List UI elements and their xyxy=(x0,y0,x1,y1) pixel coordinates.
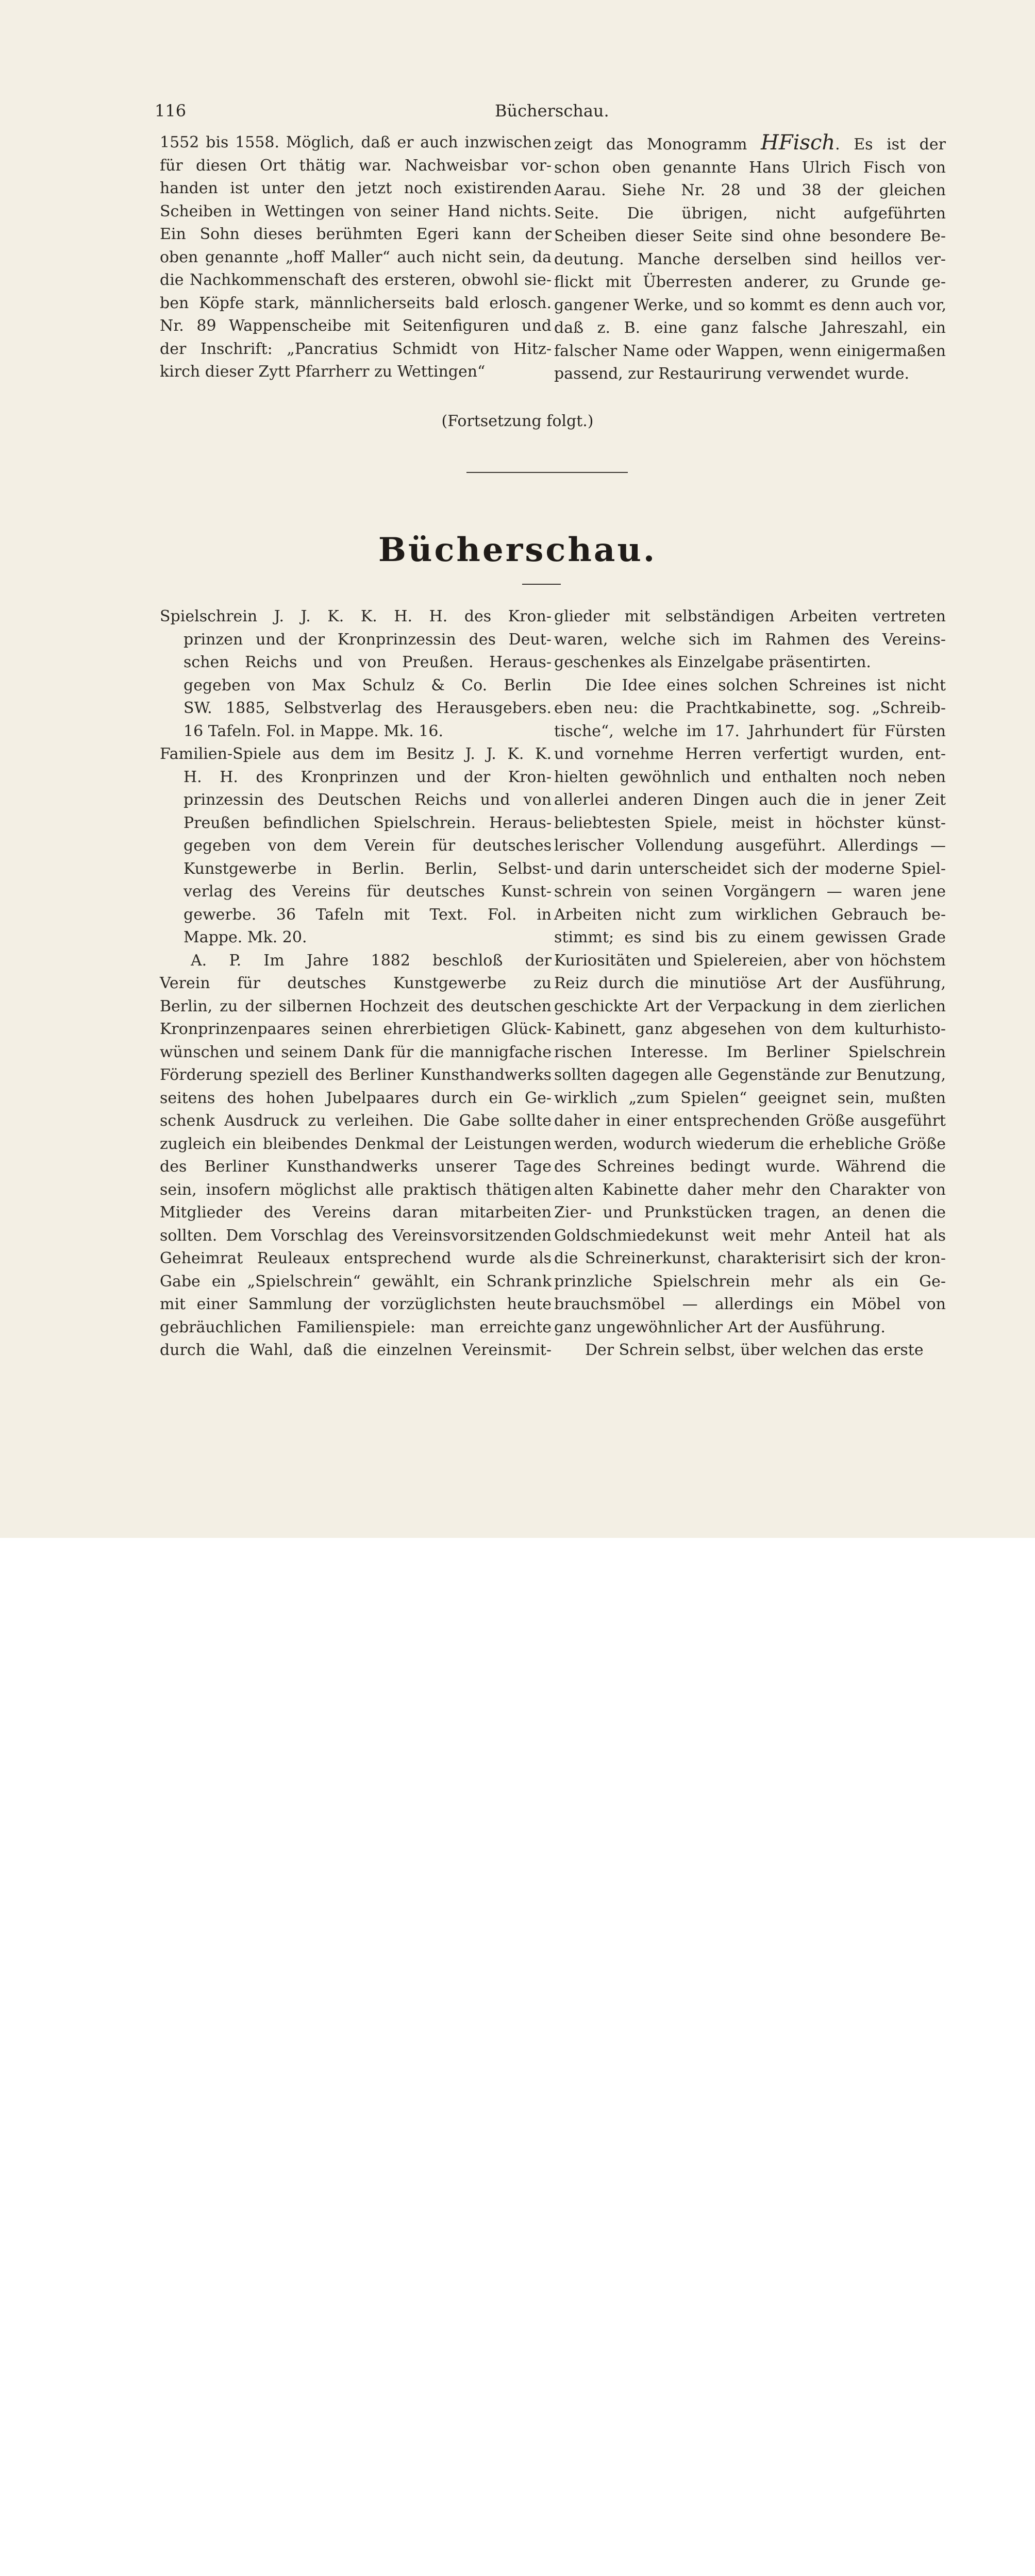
text-line: falscher Name oder Wappen, wenn einigermaßen xyxy=(554,342,946,360)
review-text-line: allerlei anderen Dingen auch die in jener Zeit xyxy=(554,791,946,809)
review-text-line: seitens des hohen Jubelpaares durch ein Ge- xyxy=(160,1089,552,1107)
review-text-line: ganz ungewöhnlicher Art der Ausführung. xyxy=(554,1318,886,1336)
text-line: kirch dieser Zytt Pfarrherr zu Wettingen“ xyxy=(160,363,486,381)
section-divider xyxy=(466,472,628,473)
review-text-line: Kabinett, ganz abgesehen von dem kulturhisto- xyxy=(554,1020,946,1038)
review-text-line: Mitglieder des Vereins daran mitarbeiten xyxy=(160,1204,552,1222)
bibliography-entry-line: gegeben von dem Verein für deutsches xyxy=(183,837,552,855)
review-text-line: geschickte Art der Verpackung in dem zierlichen xyxy=(554,997,946,1015)
bibliography-entry-line: Preußen befindlichen Spielschrein. Heraus- xyxy=(183,814,552,832)
continuation-note: (Fortsetzung folgt.) xyxy=(441,412,594,430)
review-text-line: Der Schrein selbst, über welchen das erste xyxy=(585,1341,924,1359)
review-text-line: sollten dagegen alle Gegenstände zur Benutzung, xyxy=(554,1066,946,1084)
bibliography-entry-line: verlag des Vereins für deutsches Kunst- xyxy=(183,883,552,901)
review-text-line: des Berliner Kunsthandwerks unserer Tage xyxy=(160,1158,552,1176)
review-text-line: mit einer Sammlung der vorzüglichsten heute xyxy=(160,1295,552,1313)
bibliography-entry-line: H. H. des Kronprinzen und der Kron- xyxy=(183,768,552,786)
text-line: oben genannte „hoff Maller“ auch nicht sein, da xyxy=(160,248,552,266)
review-text-line: werden, wodurch wiederum die erhebliche Größe xyxy=(554,1134,946,1153)
review-text-line: Geheimrat Reuleaux entsprechend wurde als xyxy=(160,1249,552,1267)
review-text-line: A. P. Im Jahre 1882 beschloß der xyxy=(191,951,552,970)
text-line: handen ist unter den jetzt noch existirenden xyxy=(160,179,552,197)
review-text-line: durch die Wahl, daß die einzelnen Vereinsmit- xyxy=(160,1341,552,1359)
review-text-line: brauchsmöbel — allerdings ein Möbel von xyxy=(554,1295,946,1313)
text-line: der Inschrift: „Pancratius Schmidt von Hitz- xyxy=(160,340,552,358)
review-text-line: Verein für deutsches Kunstgewerbe zu xyxy=(160,974,552,992)
review-text-line: Kronprinzenpaares seinen ehrerbietigen Glück- xyxy=(160,1020,552,1038)
bibliography-entry-line: Familien-Spiele aus dem im Besitz J. J. K. K. xyxy=(160,745,552,763)
review-text-line: alten Kabinette daher mehr den Charakter von xyxy=(554,1180,946,1199)
bibliography-entry-line: prinzen und der Kronprinzessin des Deut- xyxy=(183,630,552,649)
digitization-footer xyxy=(0,1538,1035,1611)
bibliography-entry-line: prinzessin des Deutschen Reichs und von xyxy=(183,791,552,809)
review-text-line: eben neu: die Prachtkabinette, sog. „Schreib- xyxy=(554,699,946,717)
bibliography-entry-line: Kunstgewerbe in Berlin. Berlin, Selbst- xyxy=(183,859,552,878)
bibliography-entry-line: schen Reichs und von Preußen. Heraus- xyxy=(183,653,552,671)
text-line: Aarau. Siehe Nr. 28 und 38 der gleichen xyxy=(554,181,946,199)
review-text-line: beliebtesten Spiele, meist in höchster künst- xyxy=(554,814,946,832)
top-left-column xyxy=(160,131,552,384)
review-text-line: wünschen und seinem Dank für die mannigfache xyxy=(160,1043,552,1061)
monogram-line-text: zeigt das Monogramm xyxy=(554,135,747,154)
review-text-line: wirklich „zum Spielen“ geeignet sein, mußten xyxy=(554,1089,946,1107)
review-left-column xyxy=(160,605,552,1362)
text-line: Nr. 89 Wappenscheibe mit Seitenfiguren und xyxy=(160,317,552,335)
text-line: gangener Werke, und so kommt es denn auch vor, xyxy=(554,296,947,314)
review-text-line: des Schreines bedingt wurde. Während die xyxy=(554,1158,946,1176)
bibliography-entry-line: SW. 1885, Selbstverlag des Herausgebers. xyxy=(183,699,552,717)
review-text-line: sollten. Dem Vorschlag des Vereinsvorsitzenden xyxy=(160,1226,552,1245)
monogram-line xyxy=(554,131,946,157)
text-line: die Nachkommenschaft des ersteren, obwohl sie- xyxy=(160,271,552,289)
review-text-line: schrein von seinen Vorgängern — waren jene xyxy=(554,883,946,901)
text-line: flickt mit Überresten anderer, zu Grunde ge- xyxy=(554,273,946,291)
review-text-line: und darin unterscheidet sich der moderne Spiel- xyxy=(554,859,946,878)
review-text-line: schenk Ausdruck zu verleihen. Die Gabe sollte xyxy=(160,1112,552,1130)
review-text-line: waren, welche sich im Rahmen des Vereins- xyxy=(554,630,946,649)
review-text-line: gebräuchlichen Familienspiele: man erreichte xyxy=(160,1318,552,1336)
review-text-line: hielten gewöhnlich und enthalten noch neben xyxy=(554,768,946,786)
bibliography-entry-line: 16 Tafeln. Fol. in Mappe. Mk. 16. xyxy=(183,722,443,740)
section-heading: Bücherschau. xyxy=(378,531,657,569)
bibliography-entry-line: Mappe. Mk. 20. xyxy=(183,928,307,946)
monogram-line-tail: . Es ist der xyxy=(835,135,946,154)
review-text-line: Die Idee eines solchen Schreines ist nicht xyxy=(585,676,946,694)
text-line: 1552 bis 1558. Möglich, daß er auch inzwischen xyxy=(160,133,552,151)
monogram-signature: HFisch xyxy=(761,131,836,155)
review-text-line: rischen Interesse. Im Berliner Spielschrein xyxy=(554,1043,946,1061)
review-text-line: und vornehme Herren verfertigt wurden, ent- xyxy=(554,745,946,763)
text-line: passend, zur Restaurirung verwendet wurde. xyxy=(554,365,910,383)
review-text-line: zugleich ein bleibendes Denkmal der Leistungen xyxy=(160,1134,552,1153)
review-text-line: Arbeiten nicht zum wirklichen Gebrauch be- xyxy=(554,905,946,924)
text-line: deutung. Manche derselben sind heillos ver- xyxy=(554,250,946,268)
text-line: Seite. Die übrigen, nicht aufgeführten xyxy=(554,204,946,223)
bibliography-entry-line: Spielschrein J. J. K. K. H. H. des Kron- xyxy=(160,607,552,625)
review-text-line: die Schreinerkunst, charakterisirt sich der kron- xyxy=(554,1249,946,1267)
review-text-line: Berlin, zu der silbernen Hochzeit des deutschen xyxy=(160,997,552,1015)
text-line: Scheiben in Wettingen von seiner Hand nichts. xyxy=(160,202,552,221)
text-line: Scheiben dieser Seite sind ohne besondere Be- xyxy=(554,227,946,245)
review-text-line: Zier- und Prunkstücken tragen, an denen die xyxy=(554,1204,946,1222)
review-text-line: lerischer Vollendung ausgeführt. Allerdings — xyxy=(554,837,946,855)
review-text-line: glieder mit selbständigen Arbeiten vertreten xyxy=(554,607,946,625)
running-title: Bücherschau. xyxy=(495,101,609,121)
review-text-line: geschenkes als Einzelgabe präsentirten. xyxy=(554,653,871,671)
bibliography-entry-line: gegeben von Max Schulz & Co. Berlin xyxy=(183,676,552,694)
review-text-line: Goldschmiedekunst weit mehr Anteil hat als xyxy=(554,1226,946,1245)
review-text-line: sein, insofern möglichst alle praktisch thätigen xyxy=(160,1180,552,1199)
text-line: Ein Sohn dieses berühmten Egeri kann der xyxy=(160,225,552,243)
review-text-line: stimmt; es sind bis zu einem gewissen Grade xyxy=(554,928,946,946)
heading-underline xyxy=(522,584,561,585)
review-text-line: tische“, welche im 17. Jahrhundert für Fürsten xyxy=(554,722,946,740)
review-text-line: daher in einer entsprechenden Größe ausgeführt xyxy=(554,1112,946,1130)
bibliography-entry-line: gewerbe. 36 Tafeln mit Text. Fol. in xyxy=(183,905,552,924)
text-line: ben Köpfe stark, männlicherseits bald erlosch. xyxy=(160,294,552,312)
text-line: daß z. B. eine ganz falsche Jahreszahl, ein xyxy=(554,319,946,337)
review-text-line: Kuriositäten und Spielereien, aber von höchstem xyxy=(554,951,946,970)
review-right-column xyxy=(554,605,946,1362)
review-text-line: prinzliche Spielschrein mehr als ein Ge- xyxy=(554,1272,946,1291)
text-line: schon oben genannte Hans Ulrich Fisch von xyxy=(554,158,946,177)
page-number: 116 xyxy=(155,101,187,121)
text-line: für diesen Ort thätig war. Nachweisbar vor- xyxy=(160,156,552,175)
review-text-line: Gabe ein „Spielschrein“ gewählt, ein Schrank xyxy=(160,1272,552,1291)
review-text-line: Reiz durch die minutiöse Art der Ausführung, xyxy=(554,974,946,992)
review-text-line: Förderung speziell des Berliner Kunsthandwerks xyxy=(160,1066,552,1084)
top-right-column xyxy=(554,131,946,386)
